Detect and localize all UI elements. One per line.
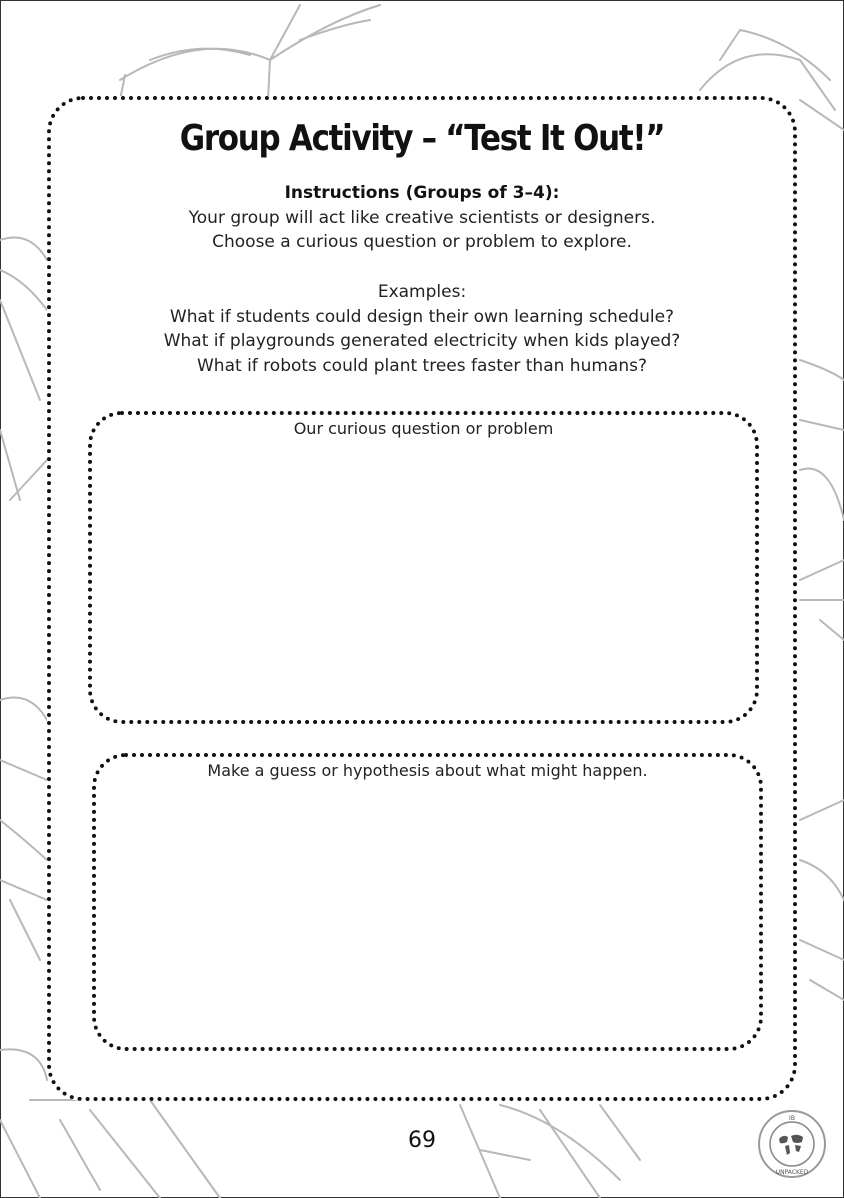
open-book-icon [0,698,47,961]
ib-unpacked-logo [757,1109,827,1179]
examples-block [0,280,844,378]
example-item: What if robots could plant trees faster than humans? [197,355,647,376]
hypothesis-box-label: Make a guess or hypothesis about what might happen. [207,761,648,780]
open-book-icon [800,800,844,1000]
open-book-icon [120,5,380,100]
examples-heading: Examples: [377,282,467,302]
hypothesis-writing-box[interactable] [92,753,763,1051]
open-book-icon [460,1105,640,1198]
example-item: What if students could design their own learning schedule? [169,306,675,327]
instructions-heading: Instructions (Groups of 3–4): [284,183,560,203]
instruction-line: Your group will act like creative scientists or designers. [188,207,656,228]
question-writing-box[interactable] [88,411,759,724]
instructions-block [0,181,844,255]
logo-top-text: IB [789,1115,795,1122]
open-book-icon [800,360,844,640]
question-box-label: Our curious question or problem [293,419,554,438]
page-number: 69 [408,1128,436,1153]
logo-bottom-text: UNPACKED [775,1169,809,1176]
page-title: Group Activity – “Test It Out!” [179,118,665,159]
instruction-line: Choose a curious question or problem to explore. [212,232,632,252]
example-item: What if playgrounds generated electricity when kids played? [163,331,681,351]
